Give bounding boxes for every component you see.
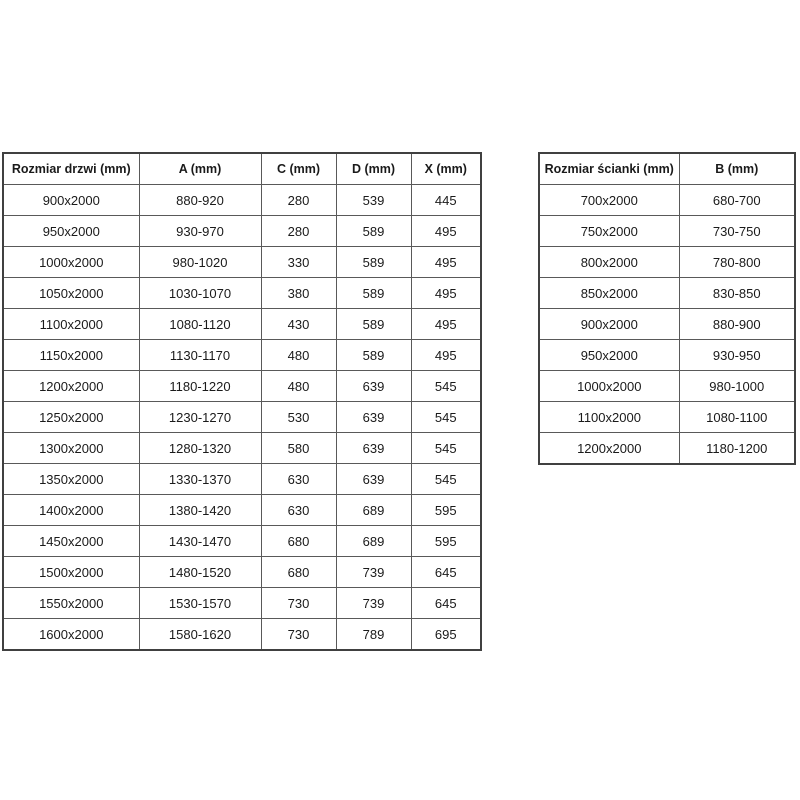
table-cell: 589 <box>336 340 411 371</box>
table-row <box>539 216 795 247</box>
table-cell: 1600x2000 <box>3 619 139 651</box>
table-cell: 880-900 <box>679 309 795 340</box>
table-cell: 1300x2000 <box>3 433 139 464</box>
table-cell: 1200x2000 <box>3 371 139 402</box>
table-cell: 1000x2000 <box>3 247 139 278</box>
table-cell: 1550x2000 <box>3 588 139 619</box>
table-cell: 680 <box>261 526 336 557</box>
table-cell: 930-950 <box>679 340 795 371</box>
table-cell: 545 <box>411 371 481 402</box>
table-cell: 680-700 <box>679 185 795 216</box>
table-row <box>539 402 795 433</box>
table-cell: 639 <box>336 464 411 495</box>
table-row <box>539 340 795 371</box>
table-cell: 780-800 <box>679 247 795 278</box>
table-cell: 1450x2000 <box>3 526 139 557</box>
table-cell: 280 <box>261 185 336 216</box>
table-cell: 545 <box>411 402 481 433</box>
table-row <box>539 371 795 402</box>
table-cell: 589 <box>336 309 411 340</box>
table-cell: 1480-1520 <box>139 557 261 588</box>
table-cell: 280 <box>261 216 336 247</box>
table-cell: 739 <box>336 557 411 588</box>
wall-size-table <box>538 152 796 465</box>
table-cell: 1580-1620 <box>139 619 261 651</box>
table-cell: 589 <box>336 247 411 278</box>
header-cell: B (mm) <box>679 153 795 185</box>
table-cell: 645 <box>411 557 481 588</box>
header-row <box>3 153 481 185</box>
table-cell: 830-850 <box>679 278 795 309</box>
table-cell: 1400x2000 <box>3 495 139 526</box>
table-cell: 739 <box>336 588 411 619</box>
table-row <box>3 340 481 371</box>
table-cell: 1530-1570 <box>139 588 261 619</box>
table-cell: 930-970 <box>139 216 261 247</box>
table-row <box>3 216 481 247</box>
table-cell: 630 <box>261 464 336 495</box>
table-cell: 1230-1270 <box>139 402 261 433</box>
table-cell: 630 <box>261 495 336 526</box>
table-cell: 880-920 <box>139 185 261 216</box>
table-cell: 1100x2000 <box>539 402 679 433</box>
table-cell: 1200x2000 <box>539 433 679 465</box>
table-row <box>539 185 795 216</box>
header-cell: Rozmiar ścianki (mm) <box>539 153 679 185</box>
table-cell: 545 <box>411 433 481 464</box>
table-cell: 539 <box>336 185 411 216</box>
table-row <box>3 309 481 340</box>
table-cell: 730 <box>261 619 336 651</box>
table-cell: 695 <box>411 619 481 651</box>
table-row <box>3 557 481 588</box>
table-cell: 430 <box>261 309 336 340</box>
table-cell: 1030-1070 <box>139 278 261 309</box>
table-cell: 545 <box>411 464 481 495</box>
table-cell: 900x2000 <box>3 185 139 216</box>
table-cell: 645 <box>411 588 481 619</box>
table-cell: 730 <box>261 588 336 619</box>
header-cell: X (mm) <box>411 153 481 185</box>
table-cell: 1500x2000 <box>3 557 139 588</box>
table-row <box>3 526 481 557</box>
table-row <box>3 247 481 278</box>
table-cell: 530 <box>261 402 336 433</box>
table-cell: 1100x2000 <box>3 309 139 340</box>
table-cell: 380 <box>261 278 336 309</box>
table-row <box>3 278 481 309</box>
table-cell: 1180-1220 <box>139 371 261 402</box>
table-cell: 1330-1370 <box>139 464 261 495</box>
table-cell: 980-1020 <box>139 247 261 278</box>
table-row <box>3 464 481 495</box>
table-cell: 639 <box>336 402 411 433</box>
table-cell: 1130-1170 <box>139 340 261 371</box>
table-cell: 850x2000 <box>539 278 679 309</box>
header-cell: D (mm) <box>336 153 411 185</box>
table-cell: 700x2000 <box>539 185 679 216</box>
table-cell: 1000x2000 <box>539 371 679 402</box>
table-cell: 330 <box>261 247 336 278</box>
table-cell: 680 <box>261 557 336 588</box>
table-cell: 495 <box>411 247 481 278</box>
table-row <box>539 433 795 465</box>
table-cell: 639 <box>336 371 411 402</box>
table-row <box>3 588 481 619</box>
table-cell: 980-1000 <box>679 371 795 402</box>
header-cell: Rozmiar drzwi (mm) <box>3 153 139 185</box>
table-row <box>539 309 795 340</box>
table-cell: 595 <box>411 526 481 557</box>
table-cell: 750x2000 <box>539 216 679 247</box>
table-row <box>3 402 481 433</box>
header-cell: C (mm) <box>261 153 336 185</box>
table-cell: 1180-1200 <box>679 433 795 465</box>
table-cell: 1250x2000 <box>3 402 139 433</box>
table-cell: 800x2000 <box>539 247 679 278</box>
header-cell: A (mm) <box>139 153 261 185</box>
table-cell: 730-750 <box>679 216 795 247</box>
table-cell: 495 <box>411 340 481 371</box>
table-cell: 495 <box>411 278 481 309</box>
table-row <box>539 278 795 309</box>
table-cell: 789 <box>336 619 411 651</box>
table-cell: 639 <box>336 433 411 464</box>
table-cell: 1080-1100 <box>679 402 795 433</box>
table-cell: 689 <box>336 526 411 557</box>
table-cell: 1050x2000 <box>3 278 139 309</box>
table-cell: 689 <box>336 495 411 526</box>
table-cell: 1430-1470 <box>139 526 261 557</box>
table-cell: 950x2000 <box>3 216 139 247</box>
table-row <box>3 433 481 464</box>
table-row <box>3 619 481 651</box>
table-cell: 495 <box>411 309 481 340</box>
table-cell: 589 <box>336 216 411 247</box>
table-row <box>3 371 481 402</box>
table-cell: 480 <box>261 340 336 371</box>
table-cell: 1080-1120 <box>139 309 261 340</box>
table-cell: 1350x2000 <box>3 464 139 495</box>
table-row <box>539 247 795 278</box>
door-size-table <box>2 152 482 651</box>
table-cell: 580 <box>261 433 336 464</box>
header-row <box>539 153 795 185</box>
table-cell: 1380-1420 <box>139 495 261 526</box>
table-row <box>3 185 481 216</box>
table-cell: 1280-1320 <box>139 433 261 464</box>
table-cell: 1150x2000 <box>3 340 139 371</box>
table-cell: 480 <box>261 371 336 402</box>
table-cell: 900x2000 <box>539 309 679 340</box>
table-cell: 589 <box>336 278 411 309</box>
table-cell: 445 <box>411 185 481 216</box>
table-cell: 950x2000 <box>539 340 679 371</box>
table-cell: 595 <box>411 495 481 526</box>
table-row <box>3 495 481 526</box>
table-cell: 495 <box>411 216 481 247</box>
